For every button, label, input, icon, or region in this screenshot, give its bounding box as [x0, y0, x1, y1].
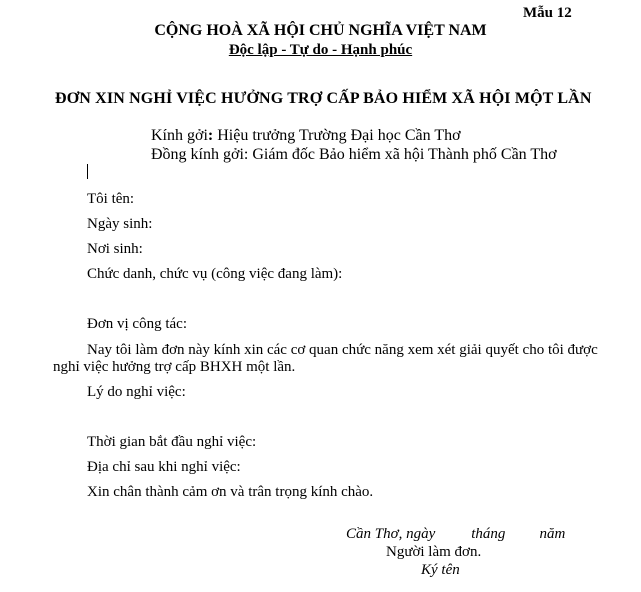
closing-line: Xin chân thành cảm ơn và trân trọng kính chào.: [87, 484, 374, 500]
recipient-secondary-value: Giám đốc Bảo hiểm xã hội Thành phố Cần Thơ: [248, 146, 557, 163]
national-title: CỘNG HOÀ XÃ HỘI CHỦ NGHĨA VIỆT NAM: [154, 22, 487, 39]
national-motto-text: Độc lập - Tự do - Hạnh phúc: [228, 42, 413, 58]
document-title: ĐƠN XIN NGHỈ VIỆC HƯỞNG TRỢ CẤP BẢO HIỂM XÃ HỘI MỘT LẦN: [55, 90, 592, 107]
recipient-primary-colon: :: [207, 127, 214, 144]
signature-note: Ký tên: [421, 562, 460, 578]
recipient-primary: [151, 128, 461, 144]
field-date-of-birth[interactable]: Ngày sinh:: [87, 216, 153, 232]
signer-label: Người làm đơn.: [386, 544, 482, 560]
field-start-time[interactable]: Thời gian bắt đầu nghỉ việc:: [87, 434, 257, 450]
recipient-primary-label: Kính gởi: [151, 127, 208, 144]
text-cursor: [87, 164, 88, 179]
field-address-after[interactable]: Địa chỉ sau khi nghỉ việc:: [87, 459, 241, 475]
field-position[interactable]: Chức danh, chức vụ (công việc đang làm):: [87, 266, 343, 282]
place-date-line: [346, 527, 565, 542]
request-line-1: Nay tôi làm đơn này kính xin các cơ quan chức năng xem xét giải quyết cho tôi được: [87, 342, 598, 358]
recipient-primary-value: Hiệu trưởng Trường Đại học Cần Thơ: [213, 127, 461, 144]
field-birthplace[interactable]: Nơi sinh:: [87, 241, 143, 257]
place-day-label: Cần Thơ, ngày: [346, 526, 436, 542]
field-name[interactable]: Tôi tên:: [87, 191, 135, 207]
recipient-secondary-label: Đồng kính gởi: [151, 146, 244, 163]
national-motto: [0, 43, 641, 58]
form-code: Mẫu 12: [523, 5, 572, 21]
field-reason[interactable]: Lý do nghỉ việc:: [87, 384, 186, 400]
request-line-2: nghỉ việc hưởng trợ cấp BHXH một lần.: [53, 359, 296, 375]
month-label: tháng: [471, 526, 506, 542]
recipient-secondary: [151, 147, 557, 163]
recipient-secondary-colon: :: [243, 146, 249, 163]
year-label: năm: [539, 526, 566, 542]
field-work-unit[interactable]: Đơn vị công tác:: [87, 316, 187, 332]
